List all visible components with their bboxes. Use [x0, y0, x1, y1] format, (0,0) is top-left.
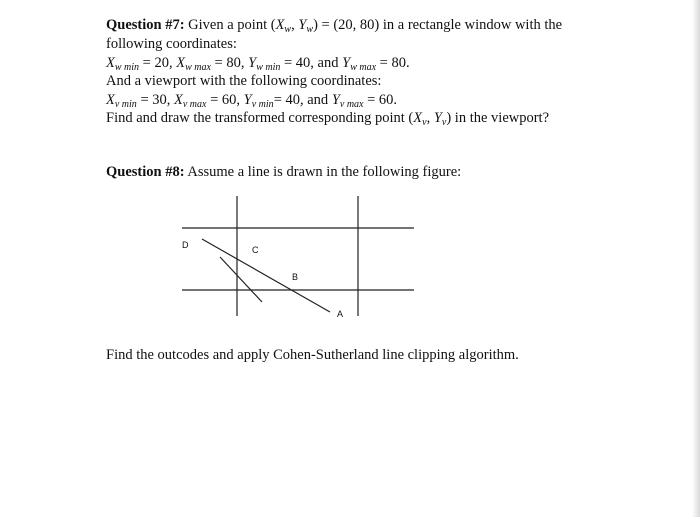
clipping-figure [178, 192, 418, 324]
yvmin-value: = 40, and [273, 92, 332, 108]
sym-x: X [174, 92, 183, 108]
q7-viewport-coords [106, 91, 397, 109]
xvmin-value: = 30, [136, 92, 174, 108]
q7-line6-pre: Find and draw the transformed corresponding point ( [106, 110, 414, 126]
ywmin-value: = 40, and [280, 55, 343, 71]
yvmax-value: = 60. [363, 92, 398, 108]
label-c: C [252, 245, 259, 255]
xwmax-value: = 80, [210, 55, 249, 71]
sub-wmax: w max [185, 62, 211, 73]
line-segment-c [220, 257, 262, 302]
q8-heading: Question #8: [106, 164, 185, 180]
xvmax-value: = 60, [206, 92, 244, 108]
label-b: B [292, 272, 299, 282]
q7-line-4: And a viewport with the following coordinates: [106, 73, 382, 89]
q7-window-coords [106, 54, 410, 72]
page-edge-shadow [692, 0, 700, 517]
sub-vmin: v min [114, 99, 137, 110]
sub-w: w [284, 24, 292, 35]
q7-intro: Given a point ( [184, 17, 276, 33]
sub-vmin: v min [251, 99, 274, 110]
q7-line-1 [106, 16, 562, 34]
sub-vmax: v max [339, 99, 364, 110]
sym-y: Y [243, 92, 252, 108]
sym-y: Y [433, 110, 442, 126]
label-a: A [337, 309, 344, 319]
sym-comma: , [291, 17, 299, 33]
sub-v: v [422, 117, 427, 128]
sub-wmin: w min [114, 62, 140, 73]
sym-x: X [106, 55, 115, 71]
q7-point-value: ) = (20, 80) in a rectangle window with the [313, 17, 563, 33]
sym-y: Y [298, 17, 307, 33]
label-d: D [182, 240, 189, 250]
q7-line6-post: ) in the viewport? [446, 110, 550, 126]
q8-text: Assume a line is drawn in the following figure: [184, 164, 462, 180]
ywmax-value: = 80. [376, 55, 410, 71]
sub-w: w [306, 24, 314, 35]
q7-heading: Question #7: [106, 17, 185, 33]
sym-x: X [176, 55, 186, 71]
sym-comma: , [426, 110, 434, 126]
xwmin-value: = 20, [139, 55, 177, 71]
sym-x: X [413, 110, 423, 126]
q7-line-6 [106, 109, 549, 127]
sym-y: Y [248, 55, 257, 71]
sym-y: Y [331, 92, 340, 108]
sym-x: X [275, 17, 285, 33]
sub-wmin: w min [256, 62, 281, 73]
sub-vmax: v max [182, 99, 207, 110]
sym-y: Y [342, 55, 351, 71]
sub-v: v [441, 117, 447, 128]
q8-footer: Find the outcodes and apply Cohen-Sutherland line clipping algorithm. [106, 347, 519, 363]
q7-line-2: following coordinates: [106, 36, 237, 52]
line-segment-db [202, 239, 330, 312]
q8-line-1 [106, 163, 461, 181]
sym-x: X [106, 92, 115, 108]
sub-wmax: w max [350, 62, 377, 73]
clipping-diagram [178, 192, 418, 324]
